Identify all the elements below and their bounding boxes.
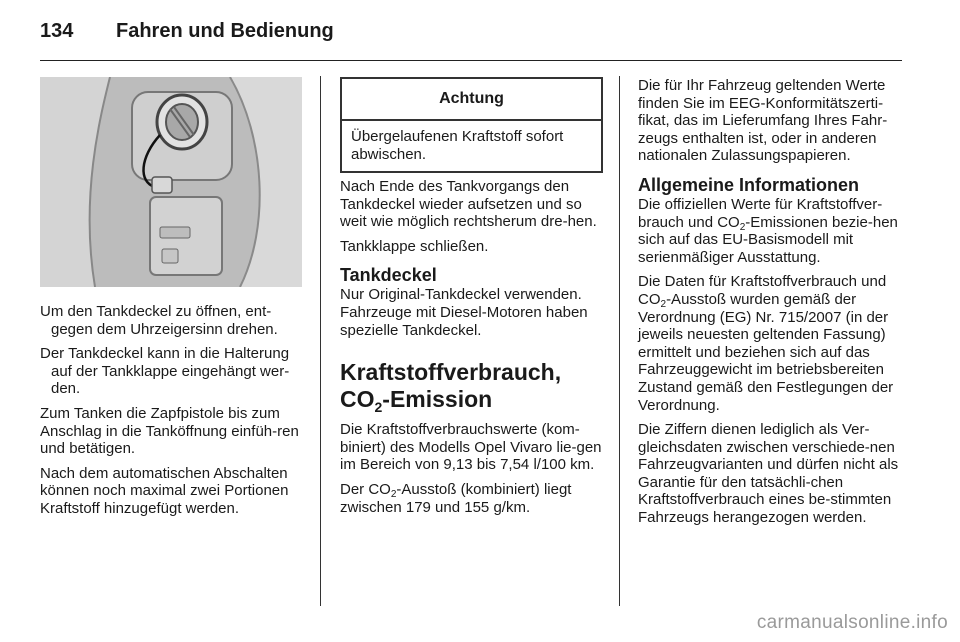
column-divider-1: [320, 76, 321, 606]
column-divider-2: [619, 76, 620, 606]
fuel-cap-illustration-icon: [40, 77, 302, 287]
paragraph: Nach dem automatischen Abschalten können noch maximal zwei Portionen Kraftstoff hinzugefügt werden.: [40, 464, 289, 517]
watermark: carmanualsonline.info: [756, 612, 948, 633]
section-heading-allgemeine-informationen: Allgemeine Informationen: [638, 174, 860, 195]
text-run: -Ausstoß wurden gemäß der Verordnung (EG) Nr. 715/2007 (in der jeweils neuesten geltenden Fassung) ermittelt und beziehen sich auf das Fahrzeuggewicht im betriebsbereiten Zustand gemäß den Festlegungen der Verordnung.: [638, 290, 894, 414]
paragraph: Die für Ihr Fahrzeug geltenden Werte finden Sie im EEG-Konformitätszerti-fikat, das im Lieferumfang Ihres Fahr-zeugs enthalten ist, oder in anderen nationalen Zulassungspapieren.: [638, 77, 888, 165]
paragraph: Tankklappe schließen.: [340, 237, 489, 255]
warning-box: [340, 77, 603, 173]
heading-emission: -Emission: [382, 386, 493, 413]
column-1: [40, 303, 305, 525]
page-header: [40, 20, 334, 43]
text-run: -Emissionen bezie-hen sich auf das EU-Basismodell mit serienmäßiger Ausstattung.: [638, 213, 898, 266]
warning-title: Achtung: [342, 79, 601, 121]
column-2: [340, 178, 602, 523]
paragraph: Die Kraftstoffverbrauchswerte (kom-biniert) des Modells Opel Vivaro lie-gen im Bereich von 9,13 bis 7,54 l/100 km.: [340, 421, 602, 474]
page-title: Fahren und Bedienung: [116, 20, 334, 42]
paragraph: [638, 196, 902, 266]
section-heading-tankdeckel: Tankdeckel: [340, 265, 437, 286]
paragraph: Nur Original-Tankdeckel verwenden. Fahrzeuge mit Diesel-Motoren haben spezielle Tankdeckel.: [340, 286, 588, 339]
paragraph: Nach Ende des Tankvorgangs den Tankdeckel wieder aufsetzen und so weit wie möglich rechtsherum dre-hen.: [340, 178, 597, 231]
subscript: 2: [660, 298, 667, 310]
heading-line-1: Kraftstoffverbrauch,: [340, 359, 562, 386]
heading-co: CO: [340, 386, 375, 413]
subscript: 2: [739, 221, 746, 233]
paragraph: Der Tankdeckel kann in die Halterung auf der Tankklappe eingehängt wer-den.: [40, 345, 290, 398]
column-3: [638, 77, 902, 534]
paragraph: Um den Tankdeckel zu öffnen, ent-gegen dem Uhrzeigersinn drehen.: [40, 303, 278, 338]
paragraph: [638, 273, 902, 414]
text-run: Die offiziellen Werte für Kraftstoffver-brauch und CO: [638, 195, 883, 231]
subscript: 2: [390, 488, 397, 500]
section-heading-kraftstoffverbrauch: [340, 359, 602, 416]
page-number: 134: [40, 20, 74, 42]
text-run: Der CO: [340, 480, 391, 498]
paragraph: Zum Tanken die Zapfpistole bis zum Anschlag in die Tanköffnung einfüh-ren und betätigen.: [40, 404, 299, 458]
text-run: -Ausstoß (kombiniert) liegt zwischen 179 und 155 g/km.: [340, 480, 572, 516]
paragraph: Die Ziffern dienen lediglich als Ver-gleichsdaten zwischen verschiede-nen Fahrzeugvarianten und dürfen nicht als Garantie für den tatsächli-chen Kraftstoffverbrauch eines be-stimmten Fahrzeugs herangezogen werden.: [638, 421, 899, 527]
paragraph: [340, 481, 602, 516]
text-run: Die Daten für Kraftstoffverbrauch und CO: [638, 273, 887, 308]
header-rule: [40, 60, 902, 61]
warning-text: Übergelaufenen Kraftstoff sofort abwischen.: [351, 128, 564, 163]
heading-subscript: 2: [374, 399, 383, 416]
